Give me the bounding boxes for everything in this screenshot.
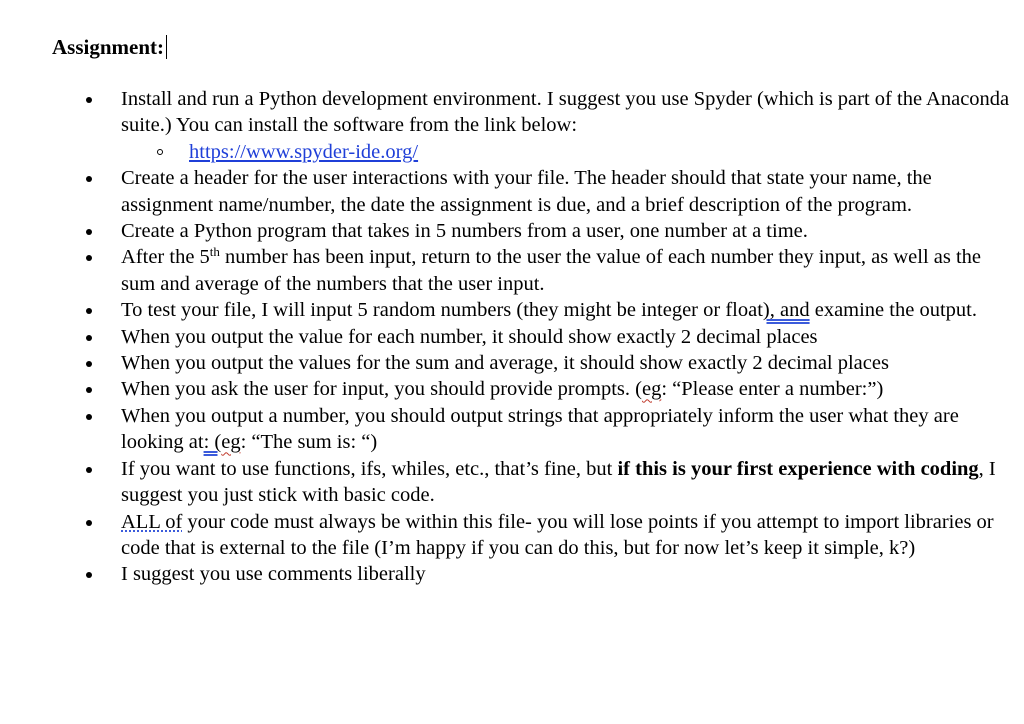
spyder-link[interactable]: https://www.spyder-ide.org/ [189,140,419,163]
bullet-icon [86,414,92,420]
bullet-icon [86,229,92,235]
item-text: When you output the value for each number, it should show exactly 2 decimal places [121,325,818,348]
item-text: After the 5 [121,246,210,269]
bullet-icon [86,335,92,341]
item-text: I suggest you use comments liberally [121,563,426,586]
list-item [0,350,1010,376]
hollow-bullet-icon [157,149,163,155]
item-text: Install and run a Python development environment. I suggest you use Spyder (which is part of the Anaconda suite.) You can install the software from the link below: [121,88,1010,137]
document-title [52,32,167,62]
bullet-icon [86,361,92,367]
bullet-icon [86,176,92,182]
sub-list [121,139,1010,165]
sub-list-item [121,139,1010,165]
item-text: Create a header for the user interactions with your file. The header should that state your name, the assignment name/number, the date the assignment is due, and a brief description of the program. [121,167,932,216]
bullet-icon [86,308,92,314]
title-text: Assignment: [52,35,165,59]
bullet-icon [86,97,92,103]
item-text: Create a Python program that takes in 5 numbers from a user, one number at a time. [121,220,808,243]
list-item [0,86,1010,165]
item-text: , I suggest you just stick with basic code. [121,457,996,507]
grammar-marked-text[interactable]: ), and [762,299,810,322]
bullet-icon [86,255,92,261]
bullet-icon [86,387,92,393]
list-item [0,376,1010,402]
bullet-icon [86,572,92,578]
bullet-icon [86,467,92,473]
list-item [0,218,1010,244]
list-item [0,165,1010,218]
item-text: When you output a number, you should output strings that appropriately inform the user what they are looking at [121,404,959,454]
text-cursor [166,35,167,59]
list-item [0,244,1010,297]
item-text: number has been input, return to the user the value of each number they input, as well as the sum and average of the numbers that the user input. [121,246,982,295]
item-text: If you want to use functions, ifs, whiles, etc., that’s fine, but [121,457,618,480]
list-item [0,297,1010,323]
spelling-marked-text[interactable]: eg [641,378,662,401]
grammar-marked-text[interactable]: : ( [203,431,222,454]
item-text: : “The sum is: “) [240,431,378,454]
item-text: When you output the values for the sum and average, it should show exactly 2 decimal places [121,352,889,375]
requirements-list [0,86,1010,588]
list-item [0,509,1010,562]
item-text: : “Please enter a number:”) [661,378,884,401]
list-item [0,403,1010,456]
bullet-icon [86,520,92,526]
style-marked-text[interactable]: ALL of [121,510,183,533]
bold-text: if this is your first experience with coding [617,457,979,480]
spelling-marked-text[interactable]: eg [221,431,241,454]
list-item [0,456,1010,509]
list-item [0,324,1010,350]
superscript-th: th [209,244,220,260]
item-text: examine the output. [809,299,977,322]
item-text: When you ask the user for input, you should provide prompts. ( [121,378,642,401]
item-text: To test your file, I will input 5 random numbers (they might be integer or float [121,299,763,322]
item-text: your code must always be within this file- you will lose points if you attempt to import libraries or code that is external to the file (I’m happy if you can do this, but for now let’s keep it simple, k?) [121,510,994,559]
list-item [0,561,1010,587]
